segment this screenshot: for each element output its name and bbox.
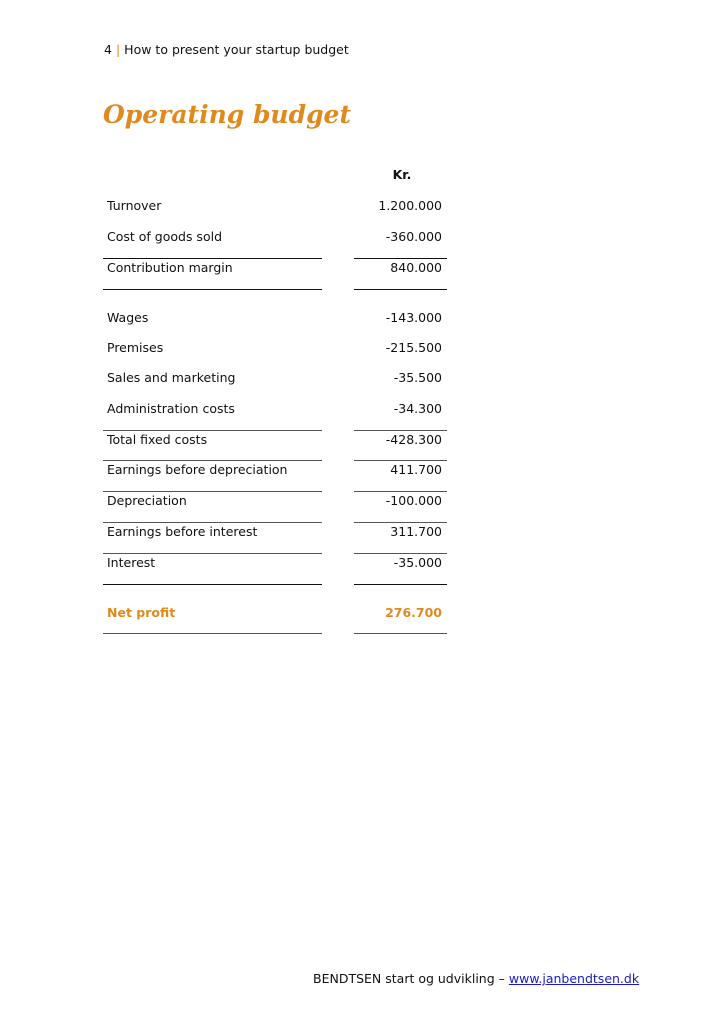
row-value: 840.000 (390, 260, 442, 275)
footer-website-link[interactable]: www.janbendtsen.dk (508, 971, 640, 986)
row-value: -428.300 (385, 432, 442, 447)
row-value: -35.000 (393, 555, 442, 570)
currency-column-header: Kr. (392, 167, 412, 182)
page-number: 4 (104, 42, 112, 57)
table-row-cost-of-goods-sold (103, 228, 447, 252)
table-row-sales-and-marketing (103, 369, 447, 393)
row-divider (103, 584, 322, 585)
row-divider (103, 289, 322, 290)
row-label: Earnings before interest (107, 524, 258, 539)
row-divider (354, 289, 447, 290)
section-title: Operating budget (103, 100, 352, 129)
table-row-total-fixed-costs (103, 431, 447, 455)
row-label: Earnings before depreciation (107, 462, 288, 477)
row-label: Administration costs (107, 401, 235, 416)
row-value: -215.500 (385, 340, 442, 355)
row-value: -100.000 (385, 493, 442, 508)
table-row-interest (103, 554, 447, 578)
row-divider (354, 633, 447, 634)
table-row-net-profit (103, 604, 447, 628)
row-value: -360.000 (385, 229, 442, 244)
row-label: Contribution margin (107, 260, 233, 275)
row-label: Total fixed costs (107, 432, 208, 447)
row-divider (354, 584, 447, 585)
table-row-administration-costs (103, 400, 447, 424)
footer-text: BENDTSEN start og udvikling – (313, 971, 505, 986)
row-label: Interest (107, 555, 156, 570)
row-label: Depreciation (107, 493, 187, 508)
table-row-earnings-before-interest (103, 523, 447, 547)
row-value: -143.000 (385, 310, 442, 325)
row-value: 276.700 (385, 605, 442, 620)
table-row-contribution-margin (103, 259, 447, 283)
header-separator: | (115, 42, 121, 57)
row-label: Sales and marketing (107, 370, 236, 385)
row-value: -35.500 (393, 370, 442, 385)
row-label: Turnover (107, 198, 162, 213)
page-footer (313, 971, 639, 986)
row-value: 1.200.000 (378, 198, 442, 213)
document-title: How to present your startup budget (124, 42, 349, 57)
table-row-turnover (103, 197, 447, 221)
row-label: Net profit (107, 605, 176, 620)
page-header (104, 42, 349, 57)
table-row-wages (103, 309, 447, 333)
table-row-earnings-before-depreciation (103, 461, 447, 485)
row-divider (103, 633, 322, 634)
table-row-depreciation (103, 492, 447, 516)
row-label: Premises (107, 340, 164, 355)
row-label: Cost of goods sold (107, 229, 223, 244)
row-value: 311.700 (390, 524, 442, 539)
row-label: Wages (107, 310, 149, 325)
table-row-premises (103, 339, 447, 363)
row-value: 411.700 (390, 462, 442, 477)
row-value: -34.300 (393, 401, 442, 416)
